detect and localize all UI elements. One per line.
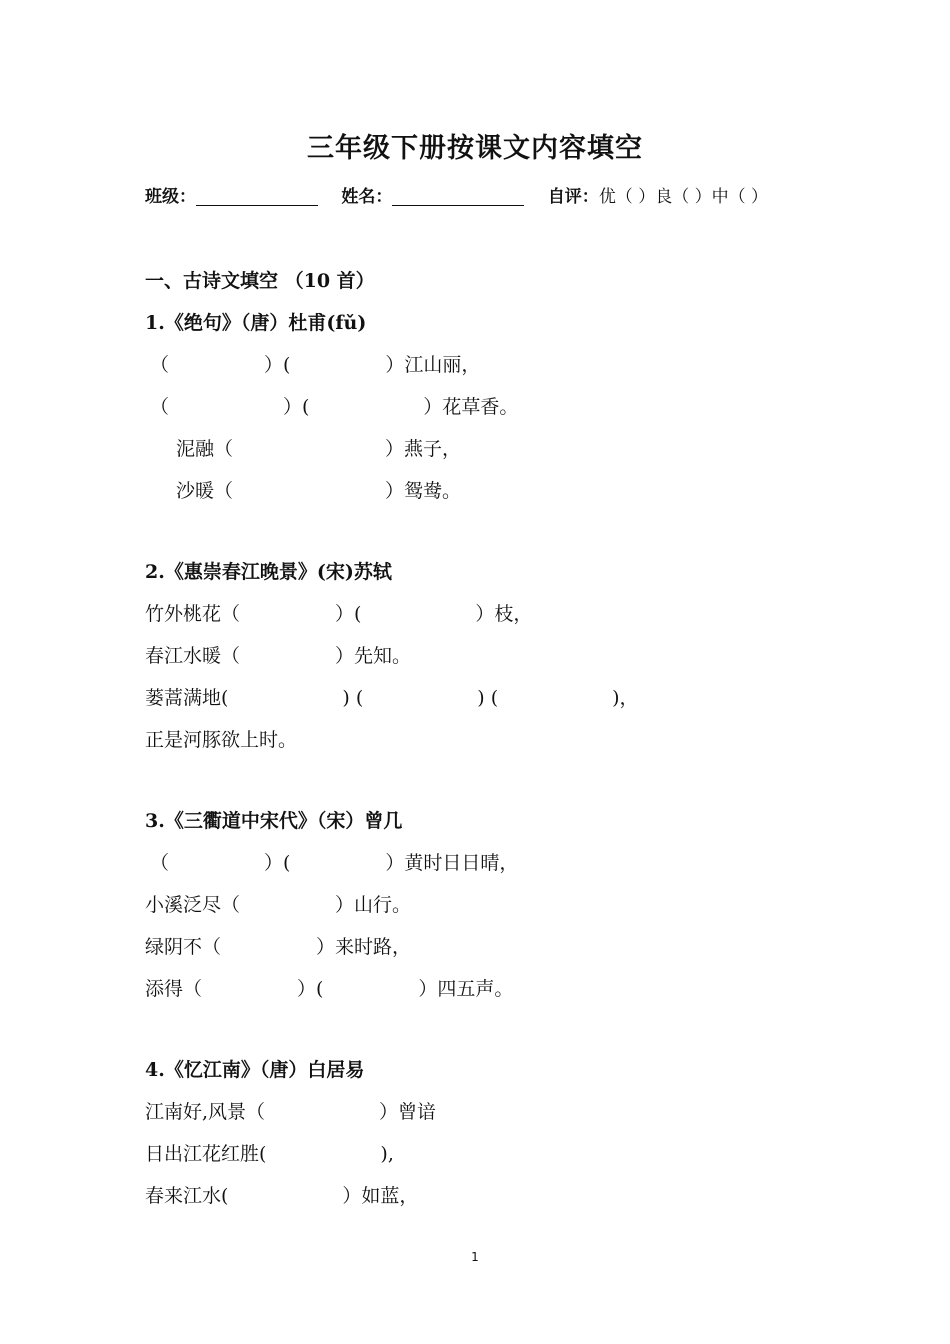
poem-heading: 3.《三衢道中宋代》（宋）曾几 <box>145 810 403 832</box>
page-title: 三年级下册按课文内容填空 <box>307 133 643 164</box>
poem-line: （ ）( ）江山丽， <box>150 354 481 376</box>
poem-line: 泥融（ ）燕子， <box>176 438 462 460</box>
poem-line: 沙暖（ ）鸳鸯。 <box>176 480 462 502</box>
poem-line: 绿阴不（ ）来时路， <box>145 936 412 958</box>
poem-line: （ ）( ）花草香。 <box>150 396 519 418</box>
poem-heading: 4.《忆江南》（唐）白居易 <box>145 1059 365 1081</box>
poem-heading: 1.《绝句》（唐）杜甫(fǔ) <box>145 312 367 334</box>
poem-line: （ ）( ）黄时日日晴， <box>150 852 519 874</box>
student-info-row <box>145 182 768 207</box>
eval-options: 优（ ）良（ ）中（ ） <box>598 187 769 207</box>
poem-line: 蒌蒿满地( ) ( ) ( )， <box>145 687 639 709</box>
class-label: 班级： <box>145 187 196 207</box>
page-number: 1 <box>471 1250 479 1264</box>
poem-line: 正是河豚欲上时。 <box>145 729 298 751</box>
poem-heading: 2.《惠崇春江晚景》(宋)苏轼 <box>145 561 392 583</box>
name-label: 姓名： <box>341 187 393 207</box>
poem-line: 春来江水( ）如蓝， <box>145 1185 419 1207</box>
poem-line: 江南好,风景（ ）曾谙 <box>145 1101 437 1123</box>
eval-label: 自评： <box>547 187 599 207</box>
class-blank[interactable] <box>196 187 318 206</box>
poem-line: 竹外桃花（ ）( ）枝， <box>145 603 533 625</box>
poem-line: 日出江花红胜( ), <box>145 1143 394 1165</box>
poem-line: 添得（ ）( ）四五声。 <box>145 978 514 1000</box>
name-blank[interactable] <box>392 187 524 206</box>
poem-line: 春江水暖（ ）先知。 <box>145 645 412 667</box>
section-title: 一、古诗文填空 （10 首） <box>145 270 375 292</box>
poem-line: 小溪泛尽（ ）山行。 <box>145 894 412 916</box>
